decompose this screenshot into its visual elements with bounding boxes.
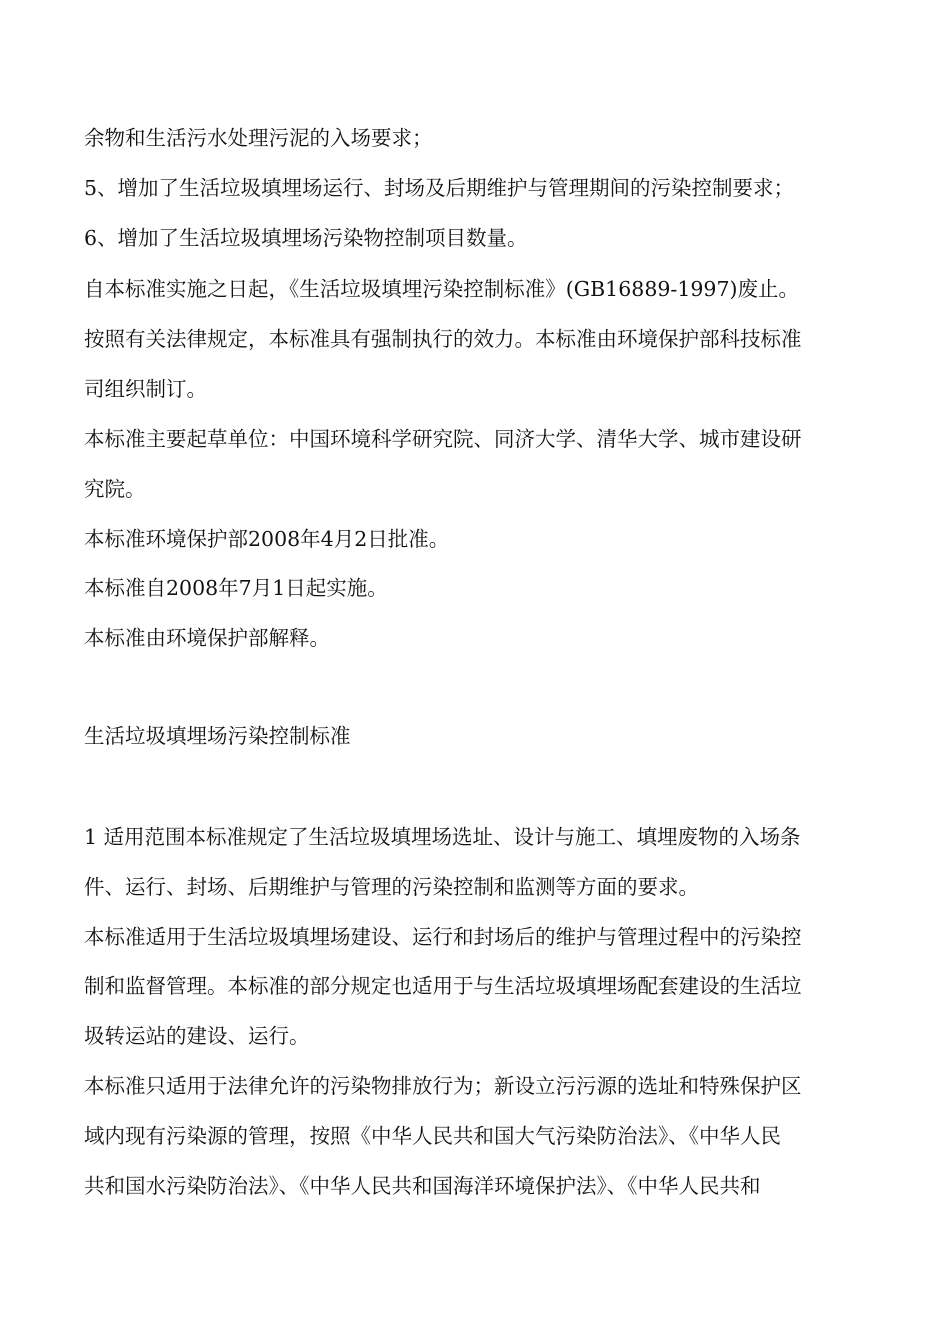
- text-line-10: 本标准自2008年7月1日起实施。: [84, 576, 388, 600]
- text-line-9: 本标准环境保护部2008年4月2日批准。: [84, 527, 450, 551]
- text-line-19: 域内现有污染源的管理，按照《中华人民共和国大气污染防治法》、《中华人民: [84, 1124, 781, 1148]
- text-line-3: 6、增加了生活垃圾填埋场污染物控制项目数量。: [84, 226, 528, 250]
- text-line-11: 本标准由环境保护部解释。: [84, 626, 330, 650]
- text-line-13: 1 适用范围本标准规定了生活垃圾填埋场选址、设计与施工、填埋废物的入场条: [84, 825, 801, 849]
- text-line-8: 究院。: [84, 477, 146, 501]
- text-line-16: 制和监督管理。本标准的部分规定也适用于与生活垃圾填埋场配套建设的生活垃: [84, 974, 802, 998]
- text-line-20: 共和国水污染防治法》、《中华人民共和国海洋环境保护法》、《中华人民共和: [84, 1174, 761, 1198]
- text-line-1: 余物和生活污水处理污泥的入场要求；: [84, 126, 433, 150]
- text-line-18: 本标准只适用于法律允许的污染物排放行为；新设立污污源的选址和特殊保护区: [84, 1074, 802, 1098]
- text-line-6: 司组织制订。: [84, 377, 207, 401]
- text-line-14: 件、运行、封场、后期维护与管理的污染控制和监测等方面的要求。: [84, 875, 699, 899]
- text-line-5: 按照有关法律规定，本标准具有强制执行的效力。本标准由环境保护部科技标准: [84, 327, 802, 351]
- text-line-4: 自本标准实施之日起，《生活垃圾填埋污染控制标准》(GB16889-1997)废止。: [84, 277, 799, 301]
- section-title: 生活垃圾填埋场污染控制标准: [84, 724, 351, 748]
- text-line-17: 圾转运站的建设、运行。: [84, 1024, 310, 1048]
- text-line-7: 本标准主要起草单位：中国环境科学研究院、同济大学、清华大学、城市建设研: [84, 427, 802, 451]
- text-line-2: 5、增加了生活垃圾填埋场运行、封场及后期维护与管理期间的污染控制要求；: [84, 176, 795, 200]
- text-line-15: 本标准适用于生活垃圾填埋场建设、运行和封场后的维护与管理过程中的污染控: [84, 925, 802, 949]
